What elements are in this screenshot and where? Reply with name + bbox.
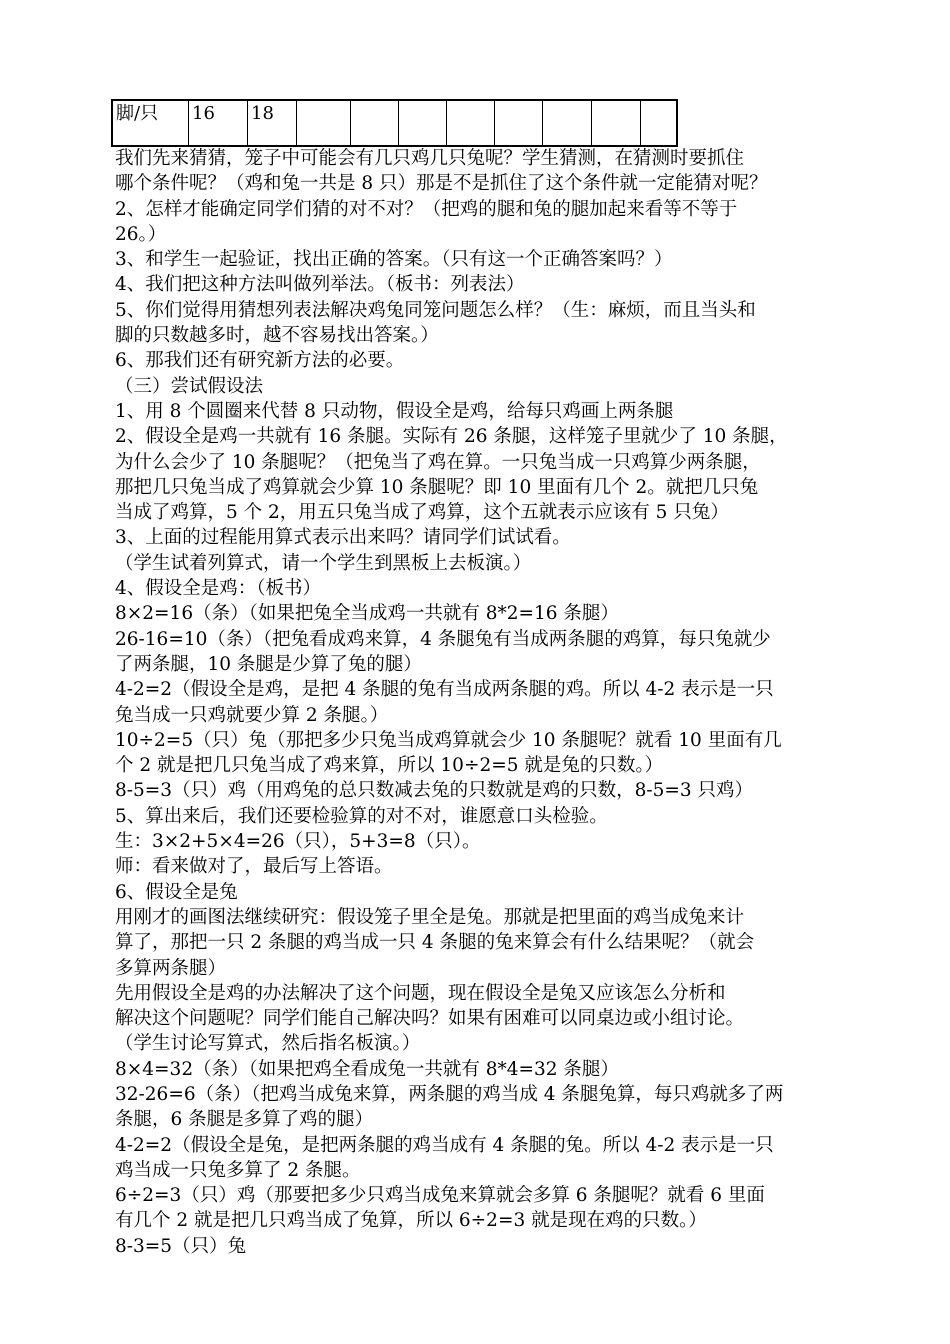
text-line: 多算两条腿）	[115, 957, 227, 979]
text-line: 有几个 2 就是把几只鸡当成了兔算，所以 6÷2=3 就是现在鸡的只数。）	[115, 1210, 707, 1232]
text-line: 2、假设全是鸡一共就有 16 条腿。实际有 26 条腿，这样笼子里就少了 10 条腿，	[115, 426, 788, 448]
text-line: 5、你们觉得用猜想列表法解决鸡兔同笼问题怎么样？（生：麻烦，而且当头和	[115, 299, 756, 321]
text-line: 4、假设全是鸡：（板书）	[115, 578, 322, 600]
text-line: 解决这个问题呢？同学们能自己解决吗？如果有困难可以同桌边或小组讨论。	[115, 1008, 745, 1030]
table-header-cell: 脚/只	[112, 100, 189, 146]
text-line: 那把几只兔当成了鸡算就会少算 10 条腿呢？即 10 里面有几个 2。就把几只兔	[115, 476, 759, 498]
section-heading: （三）尝试假设法	[115, 375, 264, 397]
text-line: 兔当成一只鸡就要少算 2 条腿。）	[115, 704, 389, 726]
text-line: 鸡当成一只兔多算了 2 条腿。	[115, 1159, 361, 1181]
table-cell	[641, 100, 678, 146]
table-cell: 16	[189, 100, 248, 146]
text-line: 算了，那把一只 2 条腿的鸡当成一只 4 条腿的兔来算会有什么结果呢？（就会	[115, 932, 755, 954]
text-line: 6÷2=3（只）鸡（那要把多少只鸡当成兔来算就会多算 6 条腿呢？就看 6 里面	[115, 1185, 765, 1207]
text-line: 哪个条件呢？（鸡和兔一共是 8 只）那是不是抓住了这个条件就一定能猜对呢？	[115, 173, 768, 195]
text-line: 32-26=6（条）（把鸡当成兔来算，两条腿的鸡当成 4 条腿兔算，每只鸡就多了两	[115, 1083, 784, 1105]
text-line: 当成了鸡算，5 个 2，用五只兔当成了鸡算，这个五就表示应该有 5 只兔）	[115, 502, 729, 524]
text-line: 4-2=2（假设全是兔，是把两条腿的鸡当成有 4 条腿的兔。所以 4-2 表示是一只	[115, 1134, 774, 1156]
text-line: 26。）	[115, 223, 167, 245]
text-line: 我们先来猜猜，笼子中可能会有几只鸡几只兔呢？学生猜测，在猜测时要抓住	[115, 148, 745, 169]
text-line: 5、算出来后，我们还要检验算的对不对，谁愿意口头检验。	[115, 805, 608, 827]
text-line: 8×2=16（条）（如果把兔全当成鸡一共就有 8*2=16 条腿）	[115, 603, 619, 625]
text-line: 用刚才的画图法继续研究：假设笼子里全是兔。那就是把里面的鸡当成兔来计	[115, 906, 745, 928]
text-line: 6、那我们还有研究新方法的必要。	[115, 350, 405, 372]
text-line: 2、怎样才能确定同学们猜的对不对？（把鸡的腿和兔的腿加起来看等不等于	[115, 198, 738, 220]
table-cell: 18	[248, 100, 297, 146]
table-cell	[351, 100, 399, 146]
text-line: 26-16=10（条）（把兔看成鸡来算，4 条腿兔有当成两条腿的鸡算，每只兔就少	[115, 628, 771, 650]
table-cell	[297, 100, 351, 146]
text-line: 1、用 8 个圆圈来代替 8 只动物，假设全是鸡，给每只鸡画上两条腿	[115, 400, 674, 422]
body-text	[115, 146, 865, 1259]
table-cell	[495, 100, 543, 146]
text-line: 生：3×2+5×4=26（只），5+3=8（只）。	[115, 831, 481, 853]
table-cell	[592, 100, 641, 146]
text-line: 3、上面的过程能用算式表示出来吗？请同学们试试看。	[115, 527, 571, 549]
text-line: 个 2 就是把几只兔当成了鸡来算，所以 10÷2=5 就是兔的只数。）	[115, 755, 664, 777]
text-line: 6、假设全是兔	[115, 881, 238, 903]
text-line: 8-3=5（只）兔	[115, 1235, 247, 1257]
text-line: 4、我们把这种方法叫做列举法。（板书：列表法）	[115, 274, 525, 296]
table-row	[112, 100, 677, 146]
text-line: 师：看来做对了，最后写上答语。	[115, 856, 393, 878]
text-line: 为什么会少了 10 条腿呢？（把兔当了鸡在算。一只兔当成一只鸡算少两条腿，	[115, 451, 761, 473]
text-line: 4-2=2（假设全是鸡，是把 4 条腿的兔有当成两条腿的鸡。所以 4-2 表示是一只	[115, 679, 774, 701]
legs-table	[111, 99, 678, 147]
text-line: （学生试着列算式，请一个学生到黑板上去板演。）	[115, 552, 532, 574]
text-line: 先用假设全是鸡的办法解决了这个问题，现在假设全是兔又应该怎么分析和	[115, 982, 726, 1004]
text-line: 了两条腿，10 条腿是少算了兔的腿）	[115, 653, 422, 675]
text-line: 10÷2=5（只）兔（那把多少只兔当成鸡算就会少 10 条腿呢？就看 10 里面有几	[115, 729, 782, 751]
text-line: 8×4=32（条）（如果把鸡全看成兔一共就有 8*4=32 条腿）	[115, 1058, 619, 1080]
text-line: （学生讨论写算式，然后指名板演。）	[115, 1033, 421, 1055]
text-line: 条腿，6 条腿是多算了鸡的腿）	[115, 1109, 374, 1131]
table-cell	[543, 100, 592, 146]
table-cell	[447, 100, 495, 146]
text-line: 脚的只数越多时，越不容易找出答案。）	[115, 325, 439, 347]
text-line: 8-5=3（只）鸡（用鸡兔的总只数减去兔的只数就是鸡的只数，8-5=3 只鸡）	[115, 780, 754, 802]
table-cell	[399, 100, 447, 146]
text-line: 3、和学生一起验证，找出正确的答案。（只有这一个正确答案吗？）	[115, 249, 673, 271]
